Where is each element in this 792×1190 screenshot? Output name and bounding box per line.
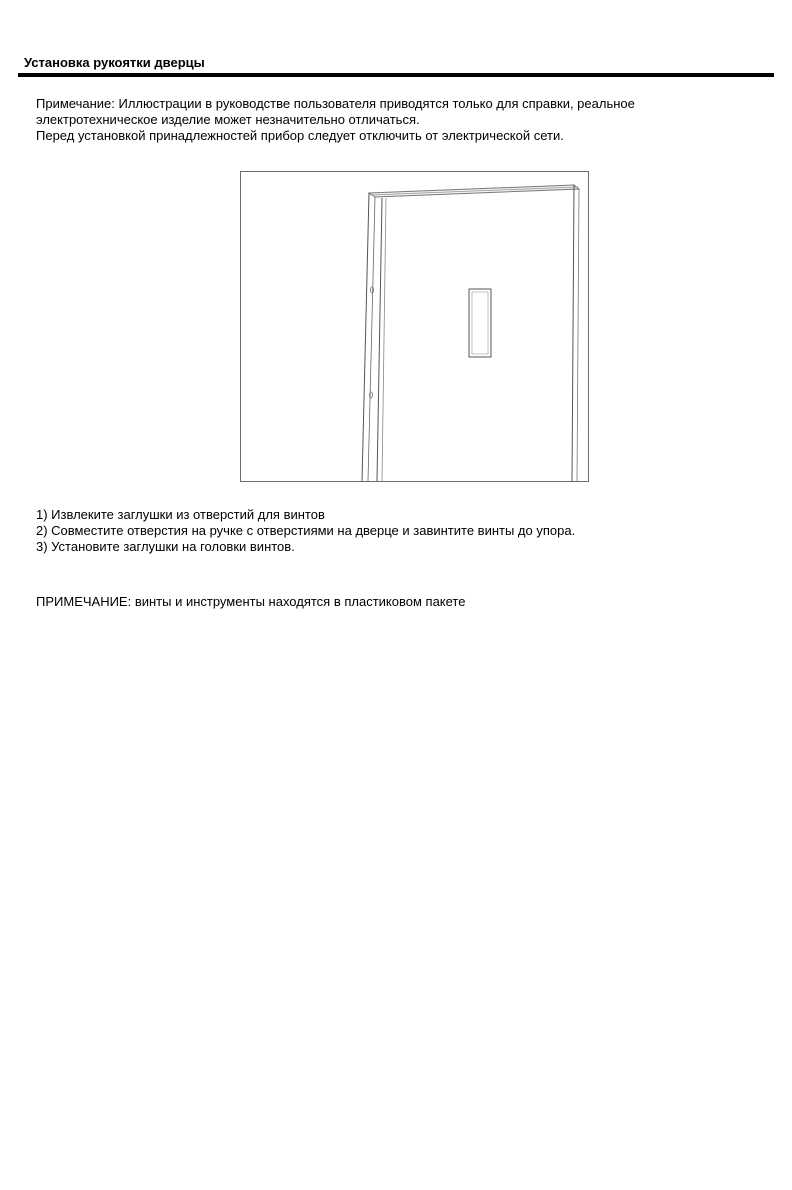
intro-note	[36, 96, 756, 144]
door-left-edge	[377, 198, 382, 481]
intro-note-line: Примечание: Иллюстрации в руководстве пользователя приводятся только для справки, реальное	[36, 96, 635, 111]
steps-list	[36, 507, 756, 555]
door-drawing	[241, 172, 588, 481]
door-top-edge-line	[370, 187, 578, 195]
door-left-edge	[382, 198, 386, 481]
step-item: 3) Установите заглушки на головки винтов.	[36, 539, 295, 554]
step-item: 2) Совместите отверстия на ручке с отверстиями на дверце и завинтите винты до упора.	[36, 523, 576, 538]
door-right-edge	[572, 185, 574, 481]
door-right-edge	[577, 189, 579, 481]
step-item: 1) Извлеките заглушки из отверстий для винтов	[36, 507, 325, 522]
title-divider	[18, 73, 774, 77]
intro-note-line: Перед установкой принадлежностей прибор следует отключить от электрической сети.	[36, 128, 564, 143]
page-title: Установка рукоятки дверцы	[24, 55, 205, 70]
intro-note-line: электротехническое изделие может незначительно отличаться.	[36, 112, 420, 127]
door-illustration	[240, 171, 589, 482]
handle-recess-inner	[472, 292, 488, 354]
footer-note: ПРИМЕЧАНИЕ: винты и инструменты находятся в пластиковом пакете	[36, 594, 466, 609]
door-left-edge	[362, 193, 369, 481]
door-left-edge	[368, 197, 375, 481]
